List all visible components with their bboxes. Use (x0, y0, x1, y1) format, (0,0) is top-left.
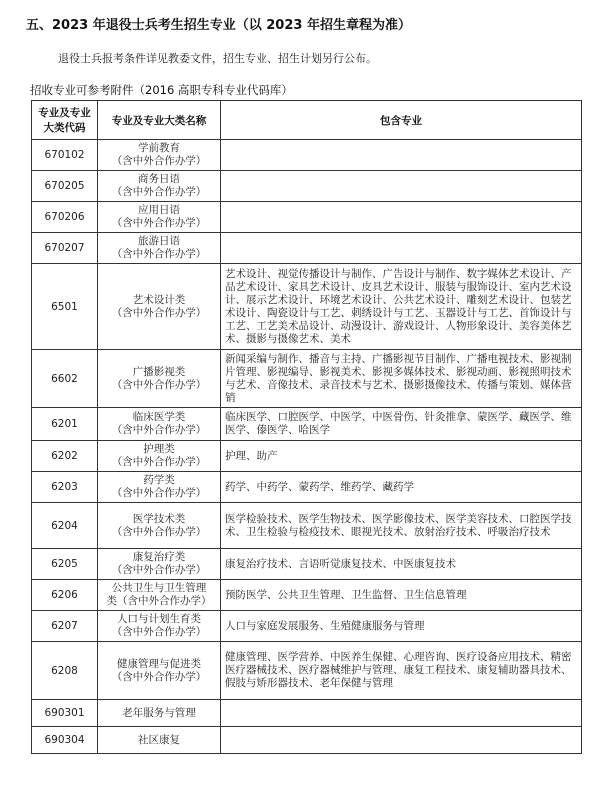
row-majors: 医学检验技术、医学生物技术、医学影像技术、医学美容技术、口腔医学技术、卫生检验与检疫技术、眼视光技术、放射治疗技术、呼吸治疗技术 (221, 503, 582, 549)
section-title: 五、2023 年退役士兵考生招生专业（以 2023 年招生章程为准） (26, 18, 411, 33)
row-code: 6205 (32, 549, 98, 580)
table-row (32, 611, 582, 642)
table-header-row (32, 101, 582, 140)
row-majors (221, 140, 582, 171)
table-row (32, 350, 582, 408)
row-code: 6501 (32, 264, 98, 350)
row-code: 670206 (32, 202, 98, 233)
row-majors (221, 233, 582, 264)
intro-paragraph: 退役士兵报考条件详见教委文件，招生专业、招生计划另行公布。 (58, 52, 377, 65)
row-code: 690301 (32, 700, 98, 727)
header-majors: 包含专业 (221, 101, 582, 140)
row-name: 人口与计划生育类 （含中外合作办学） (98, 611, 221, 642)
table-row (32, 408, 582, 441)
row-name: 公共卫生与卫生管理 类（含中外合作办学） (98, 580, 221, 611)
row-majors (221, 700, 582, 727)
table-row (32, 580, 582, 611)
row-majors: 人口与家庭发展服务、生殖健康服务与管理 (221, 611, 582, 642)
row-code: 6202 (32, 441, 98, 472)
row-majors: 预防医学、公共卫生管理、卫生监督、卫生信息管理 (221, 580, 582, 611)
row-name: 健康管理与促进类 （含中外合作办学） (98, 642, 221, 700)
header-code: 专业及专业 大类代码 (32, 101, 98, 140)
row-name: 广播影视类 （含中外合作办学） (98, 350, 221, 408)
row-majors: 艺术设计、视觉传播设计与制作、广告设计与制作、数字媒体艺术设计、产品艺术设计、家具艺术设计、皮具艺术设计、服装与服饰设计、室内艺术设计、展示艺术设计、环境艺术设计、公共艺术设计、雕刻艺术设计、包装艺术设计、陶瓷设计与工艺、刺绣设计与工艺、玉器设计与工艺、首饰设计与工艺、工艺美术品设计、动漫设计、游戏设计、人物形象设计、美容美体艺术、摄影与摄像艺术、美术 (221, 264, 582, 350)
row-name: 商务日语 （含中外合作办学） (98, 171, 221, 202)
row-code: 690304 (32, 727, 98, 754)
row-code: 6201 (32, 408, 98, 441)
row-name: 老年服务与管理 (98, 700, 221, 727)
row-name: 艺术设计类 （含中外合作办学） (98, 264, 221, 350)
row-code: 6203 (32, 472, 98, 503)
row-majors: 药学、中药学、蒙药学、维药学、藏药学 (221, 472, 582, 503)
row-code: 670207 (32, 233, 98, 264)
table-row (32, 642, 582, 700)
table-caption: 招收专业可参考附件（2016 高职专科专业代码库） (30, 83, 293, 97)
row-name: 应用日语 （含中外合作办学） (98, 202, 221, 233)
row-name: 社区康复 (98, 727, 221, 754)
row-code: 6602 (32, 350, 98, 408)
table-row (32, 140, 582, 171)
row-majors: 护理、助产 (221, 441, 582, 472)
row-name: 康复治疗类 （含中外合作办学） (98, 549, 221, 580)
row-name: 药学类 （含中外合作办学） (98, 472, 221, 503)
row-code: 6206 (32, 580, 98, 611)
row-name: 旅游日语 （含中外合作办学） (98, 233, 221, 264)
row-name: 学前教育 （含中外合作办学） (98, 140, 221, 171)
row-majors: 健康管理、医学营养、中医养生保健、心理咨询、医疗设备应用技术、精密医疗器械技术、医疗器械维护与管理、康复工程技术、康复辅助器具技术、假肢与矫形器技术、老年保健与管理 (221, 642, 582, 700)
table-row (32, 202, 582, 233)
row-majors (221, 727, 582, 754)
row-code: 670102 (32, 140, 98, 171)
row-majors (221, 202, 582, 233)
table-row (32, 727, 582, 754)
row-majors: 临床医学、口腔医学、中医学、中医骨伤、针灸推拿、蒙医学、藏医学、维医学、傣医学、哈医学 (221, 408, 582, 441)
row-code: 6208 (32, 642, 98, 700)
table-row (32, 441, 582, 472)
table-row (32, 171, 582, 202)
row-name: 医学技术类 （含中外合作办学） (98, 503, 221, 549)
row-majors: 新闻采编与制作、播音与主持、广播影视节目制作、广播电视技术、影视制片管理、影视编导、影视美术、影视多媒体技术、影视动画、影视照明技术与艺术、音像技术、录音技术与艺术、摄影摄像技术、传播与策划、媒体营销 (221, 350, 582, 408)
table-row (32, 700, 582, 727)
table-row (32, 503, 582, 549)
row-code: 6204 (32, 503, 98, 549)
row-code: 670205 (32, 171, 98, 202)
header-name: 专业及专业大类名称 (98, 101, 221, 140)
table-row (32, 264, 582, 350)
table-row (32, 233, 582, 264)
table-row (32, 549, 582, 580)
row-name: 护理类 （含中外合作办学） (98, 441, 221, 472)
row-code: 6207 (32, 611, 98, 642)
majors-table (31, 100, 582, 754)
table-row (32, 472, 582, 503)
row-majors: 康复治疗技术、言语听觉康复技术、中医康复技术 (221, 549, 582, 580)
row-name: 临床医学类 （含中外合作办学） (98, 408, 221, 441)
row-majors (221, 171, 582, 202)
